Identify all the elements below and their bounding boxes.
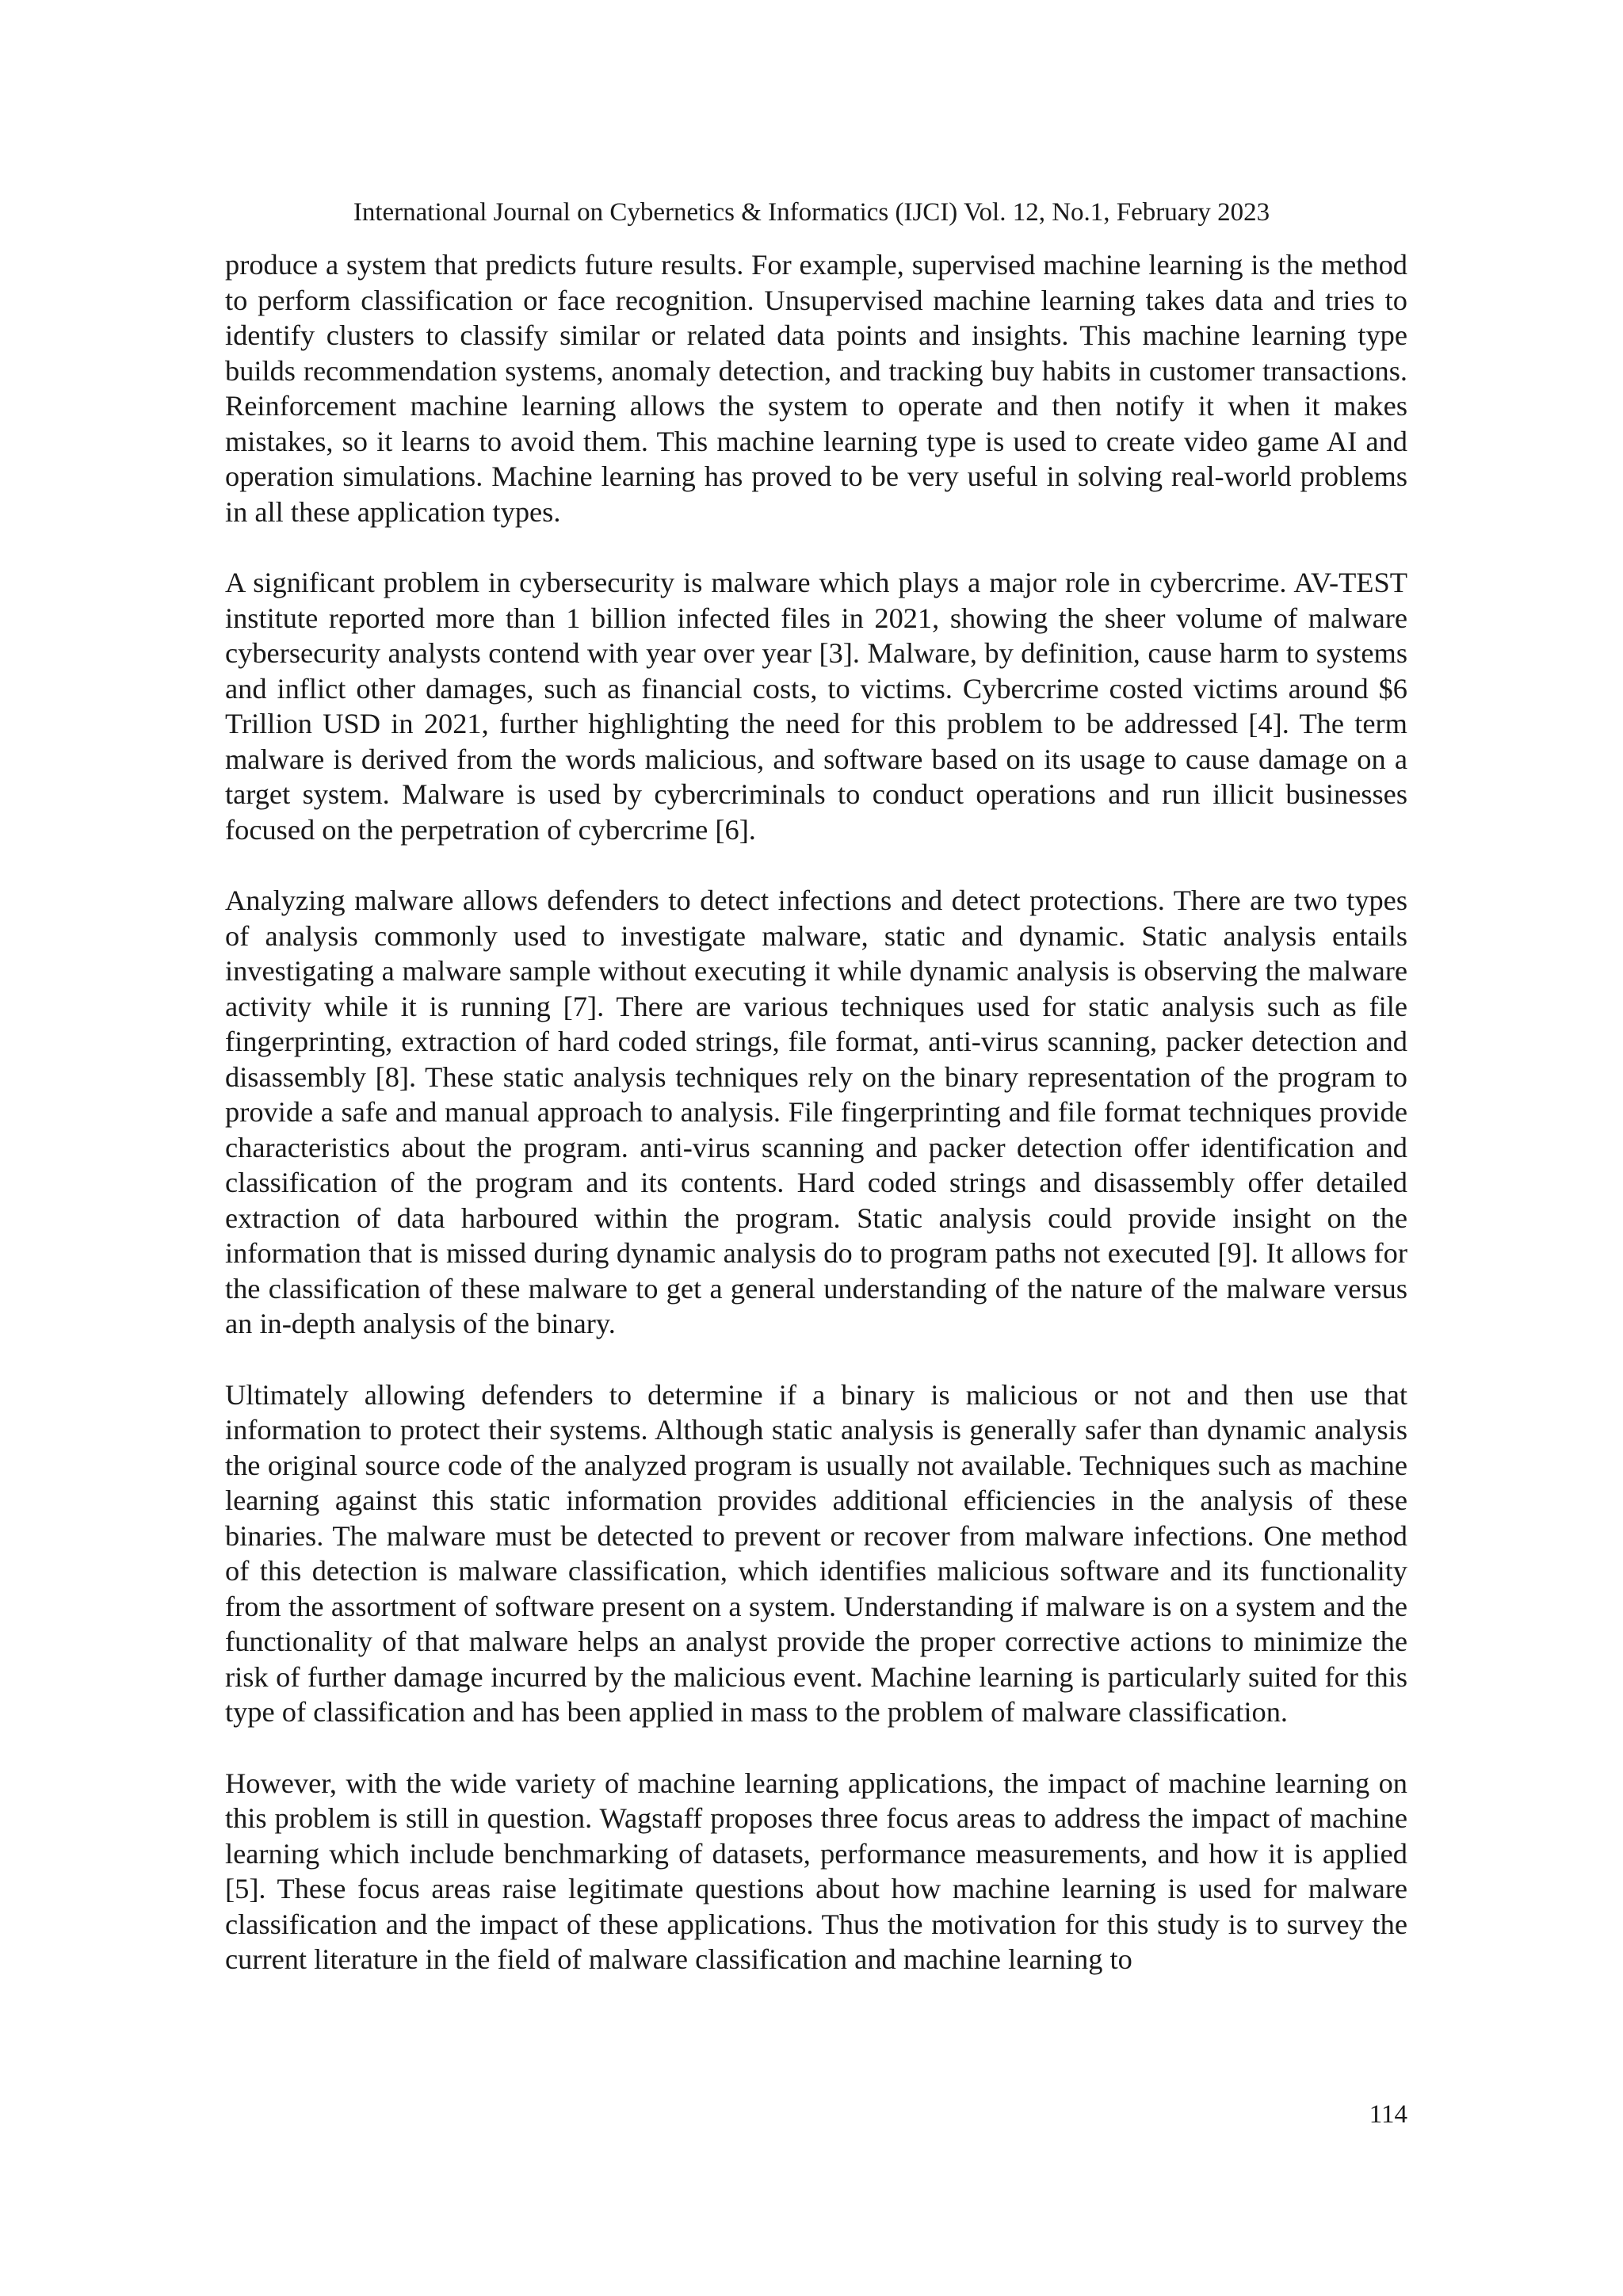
paragraph-static-analysis-value: Ultimately allowing defenders to determine if a binary is malicious or not and then use that information to protect their systems. Although static analysis is generally safer than dynamic analysis the original source code of the analyzed program is usually not available. Techniques such as machine learning against this static information provides additional efficiencies in the analysis of these binaries. The malware must be detected to prevent or recover from malware infections. One method of this detection is malware classification, which identifies malicious software and its functionality from the assortment of software present on a system. Understanding if malware is on a system and the functionality of that malware helps an analyst provide the proper corrective actions to minimize the risk of further damage incurred by the malicious event. Machine learning is particularly suited for this type of classification and has been applied in mass to the problem of malware classification. [225, 1378, 1407, 1728]
paragraph-study-motivation: However, with the wide variety of machine learning applications, the impact of machine learning on this problem is still in question. Wagstaff proposes three focus areas to address the impact of machine learning which include benchmarking of datasets, performance measurements, and how it is applied [5]. These focus areas raise legitimate questions about how machine learning is used for malware classification and the impact of these applications. Thus the motivation for this study is to survey the current literature in the field of malware classification and machine learning to [225, 1767, 1407, 1975]
body-text [225, 247, 1407, 2013]
paragraph-malware-analysis: Analyzing malware allows defenders to detect infections and detect protections. There are two types of analysis commonly used to investigate malware, static and dynamic. Static analysis entails investigating a malware sample without executing it while dynamic analysis is observing the malware activity while it is running [7]. There are various techniques used for static analysis such as file fingerprinting, extraction of hard coded strings, file format, anti-virus scanning, packer detection and disassembly [8]. These static analysis techniques rely on the binary representation of the program to provide a safe and manual approach to analysis. File fingerprinting and file format techniques provide characteristics about the program. anti-virus scanning and packer detection offer identification and classification of the program and its contents. Hard coded strings and disassembly offer detailed extraction of data harboured within the program. Static analysis could provide insight on the information that is missed during dynamic analysis do to program paths not executed [9]. It allows for the classification of these malware to get a general understanding of the nature of the malware versus an in-depth analysis of the binary. [225, 884, 1407, 1339]
running-header: International Journal on Cybernetics & Informatics (IJCI) Vol. 12, No.1, February 2023 [353, 198, 1270, 227]
page-number: 114 [1369, 2100, 1407, 2129]
paragraph-ml-types: produce a system that predicts future results. For example, supervised machine learning is the method to perform classification or face recognition. Unsupervised machine learning takes data and tries to identify clusters to classify similar or related data points and insights. This machine learning type builds recommendation systems, anomaly detection, and tracking buy habits in customer transactions. Reinforcement machine learning allows the system to operate and then notify it when it makes mistakes, so it learns to avoid them. This machine learning type is used to create video game AI and operation simulations. Machine learning has proved to be very useful in solving real-world problems in all these application types. [225, 249, 1407, 528]
paragraph-malware-problem: A significant problem in cybersecurity is malware which plays a major role in cybercrime. AV-TEST institute reported more than 1 billion infected files in 2021, showing the sheer volume of malware cybersecurity analysts contend with year over year [3]. Malware, by definition, cause harm to systems and inflict other damages, such as financial costs, to victims. Cybercrime costed victims around $6 Trillion USD in 2021, further highlighting the need for this problem to be addressed [4]. The term malware is derived from the words malicious, and software based on its usage to cause damage on a target system. Malware is used by cybercriminals to conduct operations and run illicit businesses focused on the perpetration of cybercrime [6]. [225, 567, 1407, 846]
